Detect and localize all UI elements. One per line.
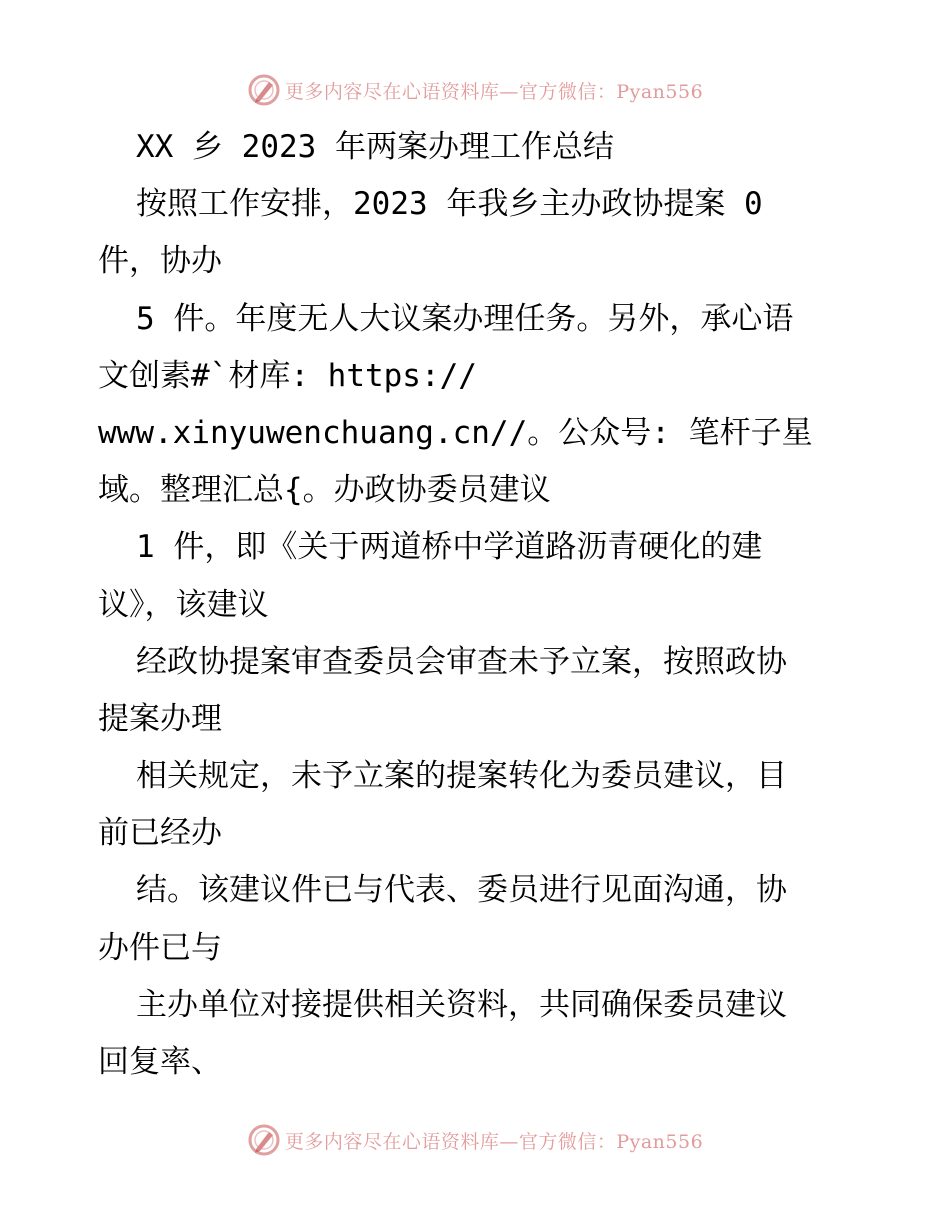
text-line: 件，协办 xyxy=(98,243,222,280)
document-body xyxy=(98,119,858,1091)
text-line: XX 乡 2023 年两案办理工作总结 xyxy=(136,129,614,165)
text-line: 议》，该建议 xyxy=(98,586,269,623)
text-line: 1 件，即《关于两道桥中学道路沥青硬化的建 xyxy=(136,529,763,566)
text-line: 主办单位对接提供相关资料，共同确保委员建议 xyxy=(136,986,787,1023)
text-line: 办件已与 xyxy=(98,929,222,966)
watermark-text: 更多内容尽在心语资料库—官方微信：Pyan556 xyxy=(284,1130,704,1153)
text-line: 提案办理 xyxy=(98,700,222,737)
header-watermark xyxy=(0,70,950,110)
text-line: 域。整理汇总{。办政协委员建议 xyxy=(98,472,551,509)
footer-watermark xyxy=(0,1120,950,1160)
text-line: 文创素#`材库: https:// xyxy=(98,357,477,394)
pen-logo-icon xyxy=(247,1123,281,1157)
watermark-text: 更多内容尽在心语资料库—官方微信：Pyan556 xyxy=(284,80,704,103)
text-line: 相关规定，未予立案的提案转化为委员建议，目 xyxy=(136,758,787,795)
text-line: 5 件。年度无人大议案办理任务。另外，承心语 xyxy=(136,300,794,337)
text-line: 前已经办 xyxy=(98,815,222,852)
text-line: 回复率、 xyxy=(98,1044,222,1080)
text-line: www.xinyuwenchuang.cn//。公众号: 笔杆子星 xyxy=(98,414,813,451)
text-line: 经政协提案审查委员会审查未予立案，按照政协 xyxy=(136,643,787,680)
pen-logo-icon xyxy=(247,73,281,107)
text-line: 结。该建议件已与代表、委员进行见面沟通，协 xyxy=(136,872,787,909)
text-line: 按照工作安排，2023 年我乡主办政协提案 0 xyxy=(136,186,763,223)
